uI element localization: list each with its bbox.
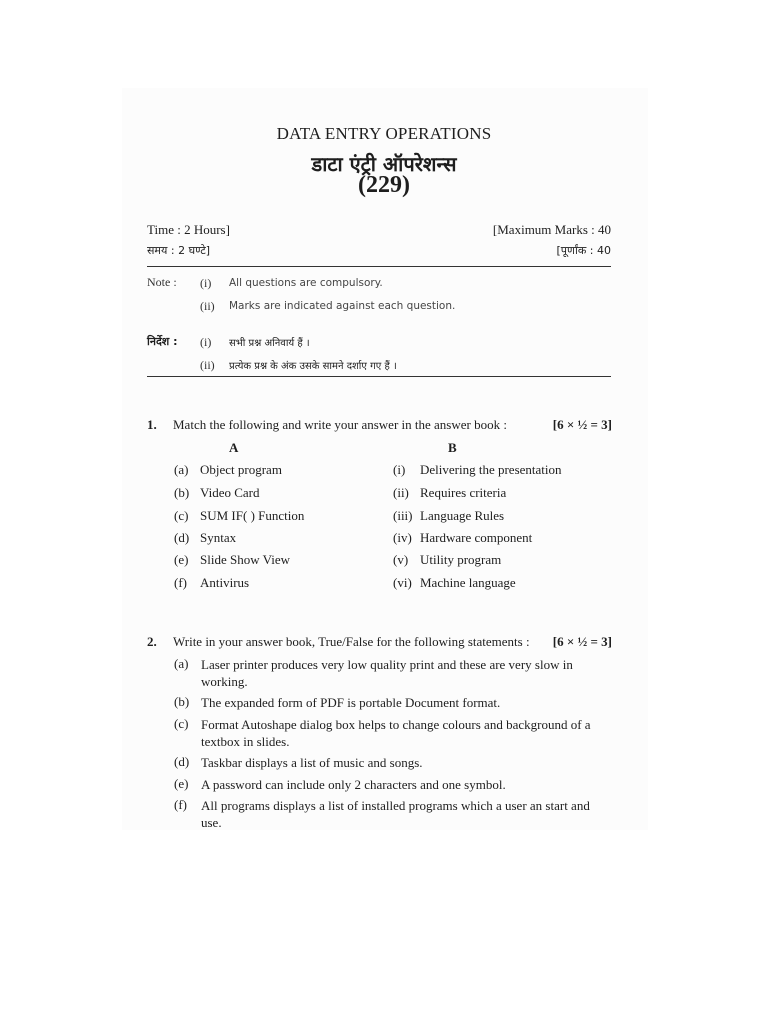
note-item-text-hindi: सभी प्रश्न अनिवार्य हैं । — [229, 338, 310, 349]
question-2-text: Write in your answer book, True/False for the following statements : — [173, 634, 530, 649]
exam-title-english: DATA ENTRY OPERATIONS — [276, 124, 492, 143]
note-label-hindi: निर्देश : — [147, 335, 178, 348]
option-a-text: Antivirus — [200, 575, 250, 590]
question-1-number: 1. — [147, 417, 157, 432]
statement-text: The expanded form of PDF is portable Document format. — [201, 695, 501, 710]
statement-number: (d) — [174, 754, 190, 769]
option-b-number: (ii) — [393, 485, 409, 500]
statement-number: (b) — [174, 694, 190, 709]
statement-number: (f) — [174, 797, 187, 812]
max-marks-english: [Maximum Marks : 40 — [492, 222, 611, 237]
note-item-number: (i) — [200, 335, 212, 349]
subject-code: (229) — [358, 172, 410, 198]
option-a-number: (a) — [174, 462, 189, 477]
option-a-number: (b) — [174, 485, 190, 500]
option-b-number: (iv) — [393, 530, 412, 545]
option-b-number: (iii) — [393, 508, 413, 523]
note-label: Note : — [147, 275, 177, 289]
statement-number: (e) — [174, 776, 189, 791]
option-a-text: Slide Show View — [200, 552, 290, 567]
option-a-number: (f) — [174, 575, 187, 590]
statement-text: Format Autoshape dialog box helps to change colours and background of a textbox in slides. — [201, 717, 591, 749]
statement-number: (c) — [174, 716, 189, 731]
note-item-number: (ii) — [200, 299, 215, 313]
statement-text: A password can include only 2 characters and one symbol. — [201, 777, 506, 792]
option-a-text: Object program — [200, 462, 282, 477]
note-item-text: Marks are indicated against each question. — [229, 300, 456, 312]
statement-text: Taskbar displays a list of music and songs. — [201, 755, 423, 770]
question-2-number: 2. — [147, 634, 157, 649]
option-a-text: SUM IF( ) Function — [200, 508, 305, 523]
question-1-text: Match the following and write your answer in the answer book : — [173, 417, 507, 432]
option-b-text: Language Rules — [420, 508, 505, 523]
option-b-number: (v) — [393, 552, 409, 567]
statement-number: (a) — [174, 656, 189, 671]
option-b-text: Delivering the presentation — [420, 462, 562, 477]
divider-bottom — [147, 376, 611, 377]
option-a-text: Syntax — [200, 530, 237, 545]
time-english: Time : 2 Hours] — [147, 222, 230, 237]
option-a-text: Video Card — [200, 485, 260, 500]
option-a-number: (d) — [174, 530, 190, 545]
note-item-text-hindi: प्रत्येक प्रश्न के अंक उसके सामने दर्शाए गए हैं । — [229, 361, 397, 372]
note-item-number: (ii) — [200, 358, 215, 372]
note-item-number: (i) — [200, 276, 212, 290]
option-a-number: (c) — [174, 508, 189, 523]
option-b-text: Machine language — [420, 575, 516, 590]
max-marks-hindi: [पूर्णांक : 40 — [556, 244, 611, 257]
statement-text: Laser printer produces very low quality print and these are very slow in working. — [201, 657, 573, 689]
divider-top — [147, 266, 611, 267]
exam-title-hindi: डाटा एंट्री ऑपरेशन्स — [311, 152, 457, 176]
option-b-text: Requires criteria — [420, 485, 507, 500]
statement-text: All programs displays a list of installed programs which a user an start and use. — [201, 798, 590, 830]
note-item-text: All questions are compulsory. — [229, 277, 383, 289]
column-a-heading: A — [229, 440, 239, 455]
option-b-text: Hardware component — [420, 530, 533, 545]
question-1-marks: [6 × ½ = 3] — [552, 417, 612, 432]
option-a-number: (e) — [174, 552, 189, 567]
option-b-number: (i) — [393, 462, 406, 477]
column-b-heading: B — [448, 440, 457, 455]
option-b-text: Utility program — [420, 552, 502, 567]
time-hindi: समय : 2 घण्टे] — [147, 244, 211, 257]
question-2-marks: [6 × ½ = 3] — [552, 634, 612, 649]
option-b-number: (vi) — [393, 575, 412, 590]
